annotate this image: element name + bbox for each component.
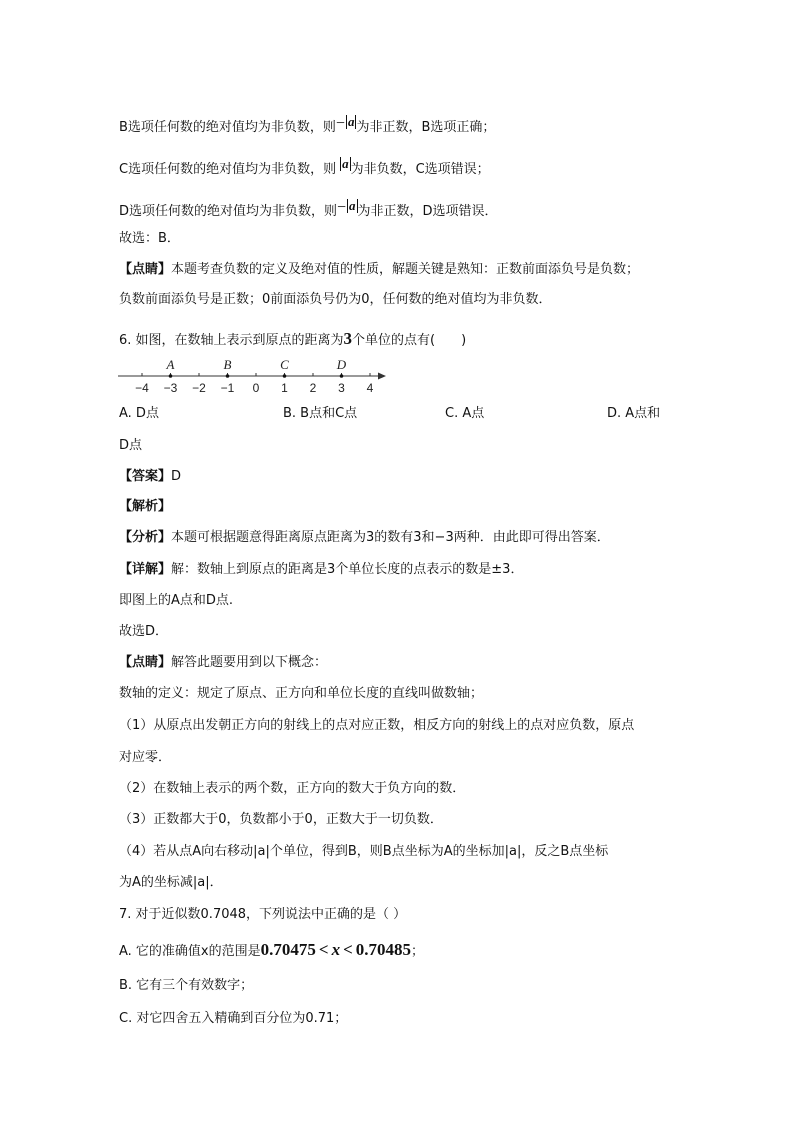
fenxi-tag: 【分析】 bbox=[119, 530, 172, 545]
tick-label: 2 bbox=[309, 381, 317, 395]
q6-stem-text: 6. 如图，在数轴上表示到原点的距离为 bbox=[119, 333, 344, 348]
abs-a-expression: a bbox=[349, 198, 356, 213]
q6-definition: 数轴的定义：规定了原点、正方向和单位长度的直线叫做数轴； bbox=[119, 686, 484, 701]
tick-label: −2 bbox=[192, 381, 206, 395]
comment-tag: 【点睛】 bbox=[119, 655, 172, 670]
answer-value: D bbox=[171, 469, 182, 484]
q6-point-4a: （4）若从点A向右移动|a|个单位，得到B，则B点坐标为A的坐标加|a|，反之B点坐标 bbox=[119, 844, 609, 859]
b-option-text: B选项任何数的绝对值均为非负数，则 bbox=[119, 120, 336, 135]
c-option-conclusion: 为非负数，C选项错误； bbox=[350, 162, 490, 177]
q6-point-2: （2）在数轴上表示的两个数，正方向的数大于负方向的数． bbox=[119, 781, 466, 796]
tick-label: −1 bbox=[220, 381, 235, 395]
d-option-explanation bbox=[119, 198, 498, 222]
q6-choose: 故选D． bbox=[119, 624, 169, 639]
point-a-dot bbox=[169, 374, 173, 378]
c-option-text: C选项任何数的绝对值均为非负数，则 bbox=[119, 162, 337, 177]
point-b-dot bbox=[226, 374, 230, 378]
less-than-sign: < bbox=[318, 940, 329, 959]
point-d-label: D bbox=[336, 357, 347, 372]
point-a-label: A bbox=[166, 357, 175, 372]
comment-1-line-b: 负数前面添负号是正数；0前面添负号仍为0，任何数的绝对值均为非负数． bbox=[119, 292, 552, 307]
comment-text: 本题考查负数的定义及绝对值的性质，解题关键是熟知：正数前面添负号是负数； bbox=[171, 262, 640, 277]
q6-detail-2: 即图上的A点和D点. bbox=[119, 593, 234, 608]
point-b-label: B bbox=[223, 357, 232, 372]
q6-option-c: C. A点 bbox=[445, 406, 485, 421]
q6-fenxi bbox=[119, 528, 610, 548]
minus-sign: − bbox=[337, 199, 347, 216]
variable-x: x bbox=[331, 940, 341, 959]
b-option-explanation bbox=[119, 114, 495, 138]
q6-option-a: A. D点 bbox=[119, 406, 159, 421]
tick-label: 4 bbox=[366, 381, 374, 395]
q6-analysis-tag: 【解析】 bbox=[119, 499, 172, 514]
detail-text: 解：数轴上到原点的距离是3个单位长度的点表示的数是±3． bbox=[171, 562, 524, 577]
q6-option-d-continued: D点 bbox=[119, 438, 143, 453]
inequality-expression bbox=[261, 940, 411, 959]
tick-label: −3 bbox=[163, 381, 178, 395]
comment-1-line-a bbox=[119, 260, 639, 280]
less-than-sign: < bbox=[343, 940, 353, 959]
d-option-conclusion: 为非正数，D选项错误． bbox=[357, 204, 498, 219]
comment-tag: 【点睛】 bbox=[119, 262, 172, 277]
minus-sign: − bbox=[335, 115, 345, 132]
q6-point-4b: 为A的坐标减|a|． bbox=[119, 875, 223, 890]
detail-tag: 【详解】 bbox=[119, 562, 172, 577]
q6-detail bbox=[119, 560, 523, 580]
upper-bound: 0.70485 bbox=[355, 940, 411, 959]
q7-option-b: B. 它有三个有效数字； bbox=[119, 978, 254, 993]
d-option-text: D选项任何数的绝对值均为非负数，则 bbox=[119, 204, 338, 219]
arrow-icon bbox=[378, 373, 386, 380]
q6-stem-end: 个单位的点有( ) bbox=[352, 333, 467, 348]
answer-tag: 【答案】 bbox=[119, 469, 172, 484]
tick-label: 0 bbox=[252, 381, 260, 395]
lower-bound: 0.70475 bbox=[260, 940, 316, 959]
fenxi-text: 本题可根据题意得距离原点距离为3的数有3和−3两种．由此即可得出答案． bbox=[171, 530, 610, 545]
tick-label: 3 bbox=[338, 381, 345, 395]
point-c-dot bbox=[283, 374, 287, 378]
q6-point-3: （3）正数都大于0，负数都小于0，正数大于一切负数． bbox=[119, 812, 443, 827]
q6-answer bbox=[119, 467, 181, 487]
semicolon: ； bbox=[411, 944, 425, 959]
tick-label: 1 bbox=[281, 381, 288, 395]
q7-option-a-text: A. 它的准确值x的范围是 bbox=[119, 944, 261, 959]
question-7-stem: 7. 对于近似数0.7048，下列说法中正确的是（ ） bbox=[119, 907, 407, 922]
comment-text: 解答此题要用到以下概念： bbox=[171, 655, 328, 670]
q6-option-d: D. A点和 bbox=[607, 406, 661, 421]
q6-option-b: B. B点和C点 bbox=[283, 406, 358, 421]
point-d-dot bbox=[340, 374, 344, 378]
choose-b: 故选：B． bbox=[119, 231, 180, 246]
q6-point-1b: 对应零． bbox=[119, 750, 172, 765]
q6-distance-number: 3 bbox=[343, 329, 353, 348]
abs-a-expression: a bbox=[342, 156, 349, 171]
tick-label: −4 bbox=[135, 381, 149, 395]
point-c-label: C bbox=[280, 357, 289, 372]
q6-comment bbox=[119, 653, 327, 673]
abs-a-expression: a bbox=[347, 114, 355, 129]
number-line-figure bbox=[116, 355, 396, 397]
b-option-conclusion: 为非正数，B选项正确； bbox=[356, 120, 496, 135]
q6-point-1a: （1）从原点出发朝正方向的射线上的点对应正数，相反方向的射线上的点对应负数，原点 bbox=[119, 718, 635, 733]
c-option-explanation bbox=[119, 157, 490, 180]
q7-option-c: C. 对它四舍五入精确到百分位为0.71； bbox=[119, 1011, 348, 1026]
question-6-stem bbox=[119, 329, 466, 351]
q7-option-a bbox=[119, 940, 424, 962]
